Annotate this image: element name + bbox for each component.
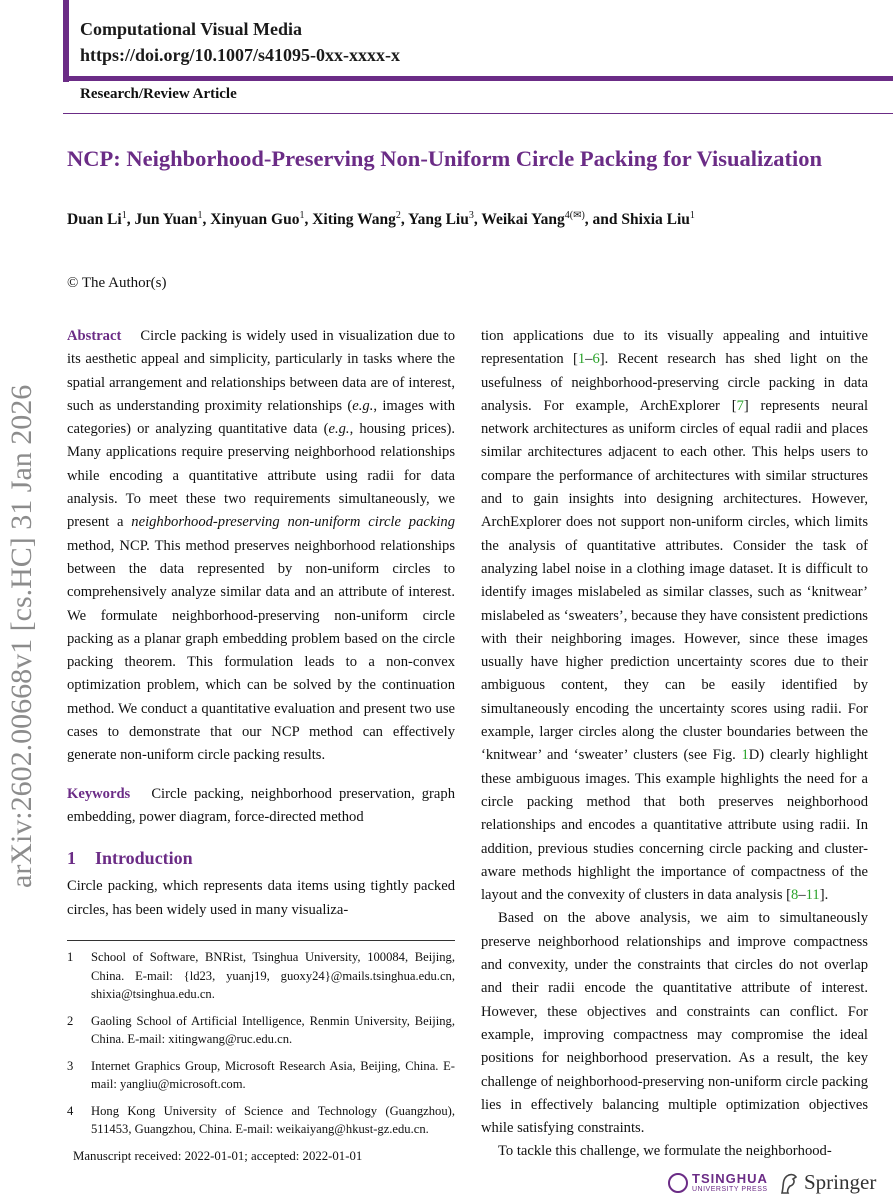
- footnote-item: 3 Internet Graphics Group, Microsoft Research Asia, Beijing, China. E-mail: yangliu@microsoft.com.: [67, 1058, 455, 1091]
- author-name: Weikai Yang: [481, 211, 565, 229]
- author-name: Xinyuan Guo: [210, 211, 300, 229]
- keywords-paragraph: Keywords Circle packing, neighborhood preservation, graph embedding, power diagram, force-directed method: [67, 785, 455, 825]
- article-type: Research/Review Article: [80, 86, 237, 102]
- author-affiliation: 4(✉): [564, 210, 585, 221]
- author-name: Shixia Liu: [621, 211, 690, 229]
- footnote-item: 1 School of Software, BNRist, Tsinghua University, 100084, Beijing, China. E-mail: {ld23, yuanj19, guoxy24}@mails.tsinghua.edu.cn, shixia@tsinghua.edu.cn.: [67, 950, 455, 1001]
- intro-paragraph: To tackle this challenge, we formulate the neighborhood-: [498, 1143, 832, 1160]
- publisher-logos: [668, 1170, 890, 1200]
- footnotes: [67, 948, 455, 1147]
- copyright-notice: © The Author(s): [67, 275, 167, 291]
- header-rule: [63, 76, 893, 81]
- citation-link[interactable]: 11: [805, 887, 820, 904]
- paper-title: NCP: Neighborhood-Preserving Non-Uniform Circle Packing for Visualization: [67, 146, 822, 171]
- keywords-label: Keywords: [67, 785, 131, 802]
- author-name: Jun Yuan: [134, 211, 198, 229]
- footnote-item: 4 Hong Kong University of Science and Technology (Guangzhou), 511453, Guangzhou, China. E-mail: weikaiyang@hkust-gz.edu.cn.: [67, 1103, 455, 1136]
- author-affiliation: 1: [197, 210, 203, 221]
- journal-doi[interactable]: https://doi.org/10.1007/s41095-0xx-xxxx-x: [80, 45, 401, 65]
- mail-icon: (✉): [569, 210, 585, 221]
- manuscript-dates: Manuscript received: 2022-01-01; accepted: 2022-01-01: [73, 1149, 363, 1163]
- section-heading-introduction: 1 Introduction: [67, 848, 193, 869]
- and-word: and: [592, 211, 618, 229]
- footnote-rule: [67, 940, 455, 941]
- author-list: Duan Li$^1$, Jun Yuan$^1$, Xinyuan Guo$^1$, Xiting Wang$^2$, Yang Liu$^3$, Weikai Yang$^{4(✉)}$, and Shixia Liu$^1$: [67, 210, 695, 229]
- journal-name: Computational Visual Media: [80, 19, 303, 39]
- figure-link[interactable]: 1: [741, 747, 749, 764]
- citation-link[interactable]: 6: [592, 351, 600, 368]
- journal-header: [80, 16, 400, 68]
- article-type-rule: [63, 113, 893, 114]
- citation-link[interactable]: 1: [577, 351, 586, 368]
- author-affiliation: 3: [468, 210, 474, 221]
- author-name: Xiting Wang: [312, 211, 396, 229]
- citation-link[interactable]: 8: [791, 887, 799, 904]
- springer-logo: Springer: [778, 1170, 876, 1195]
- arxiv-stamp[interactable]: arXiv:2602.00668v1 [cs.HC] 31 Jan 2026: [5, 384, 38, 888]
- left-column: [67, 325, 455, 922]
- intro-paragraph-continued: tion applications due to its visually appealing and intuitive representation [1–6]. Recent research has shed light on the usefulness of neighborhood-preserving circle packing in data analysis. For example, ArchExplorer [7] represents neural network architectures as uniform circles of equal radii and places similar architectures adjacent to each other. This helps users to compare the performance of architectures with similar structures and to gain insights into designing architectures. However, ArchExplorer does not support non-uniform circles, which limits the analysis of quantitative attributes. Consider the task of analyzing label noise in a clothing image dataset. It is difficult to identify images mislabeled as similar classes, such as ‘knitwear’ mislabeled as ‘sweaters’, because they have consistent predictions with their neighboring images. However, since these images usually have higher prediction uncertainty scores due to their ambiguous content, they can be easily identified by simultaneously encoding the uncertainty scores using radii. For example, larger circles along the cluster boundaries between the ‘knitwear’ and ‘sweater’ clusters (see Fig. 1D) clearly highlight these ambiguous images. This example highlights the need for a circle packing method that both preserves neighborhood relationships and encodes a quantitative attribute using radii. In addition, previous studies concerning circle packing and cluster-aware methods highlight the importance of compactness of the layout and the convexity of clusters in data analysis [8–11].: [481, 328, 868, 904]
- abstract-paragraph: Abstract Circle packing is widely used in visualization due to its aesthetic appeal and simplicity, particularly in tasks where the spatial arrangement and relationships between data are of interest, such as understanding proximity relationships (e.g., images with categories) or analyzing quantitative data (e.g., housing prices). Many applications require preserving neighborhood relationships while encoding a quantitative attribute using radii for data analysis. To meet these two requirements simultaneously, we present a neighborhood-preserving non-uniform circle packing method, NCP. This method preserves neighborhood relationships between the data represented by non-uniform circles to comprehensively analyze similar data and an attribute of interest. We formulate neighborhood-preserving non-uniform circle packing as a planar graph embedding problem based on the circle packing theorem. This formulation leads to a non-convex optimization problem, which can be solved by the continuation method. We conduct a quantitative evaluation and present two use cases to demonstrate that our NCP method can effectively generate non-uniform circle packing results.: [67, 328, 455, 764]
- abstract-label: Abstract: [67, 328, 122, 344]
- tsinghua-seal-icon: [668, 1173, 688, 1193]
- intro-paragraph: Based on the above analysis, we aim to simultaneously preserve neighborhood relationships and improve compactness and convexity, under the constraints that circles do not overlap and their radii encode the quantitative attribute of interest. However, these objectives and constraints can conflict. For example, improving compactness may compromise the ideal positions for neighborhood preservation. As a result, the key challenge of neighborhood-preserving non-uniform circle packing lies in effectively balancing multiple optimization objectives while satisfying constraints.: [481, 910, 868, 1137]
- header-accent-bar: [63, 0, 69, 82]
- citation-link[interactable]: 7: [736, 397, 744, 414]
- author-name: Yang Liu: [408, 211, 469, 229]
- intro-paragraph: Circle packing, which represents data items using tightly packed circles, has been widely used in many visualiza-: [67, 878, 455, 918]
- author-affiliation: 1: [299, 210, 305, 221]
- springer-horse-icon: [778, 1171, 800, 1195]
- author-affiliation: 1: [121, 210, 127, 221]
- author-name: Duan Li: [67, 211, 122, 229]
- footnote-item: 2 Gaoling School of Artificial Intelligence, Renmin University, Beijing, China. E-mail: xitingwang@ruc.edu.cn.: [67, 1013, 455, 1046]
- tsinghua-press-logo: TSINGHUA UNIVERSITY PRESS: [668, 1172, 768, 1194]
- author-affiliation: 1: [689, 210, 695, 221]
- right-column: [481, 325, 868, 1164]
- author-affiliation: 2: [395, 210, 401, 221]
